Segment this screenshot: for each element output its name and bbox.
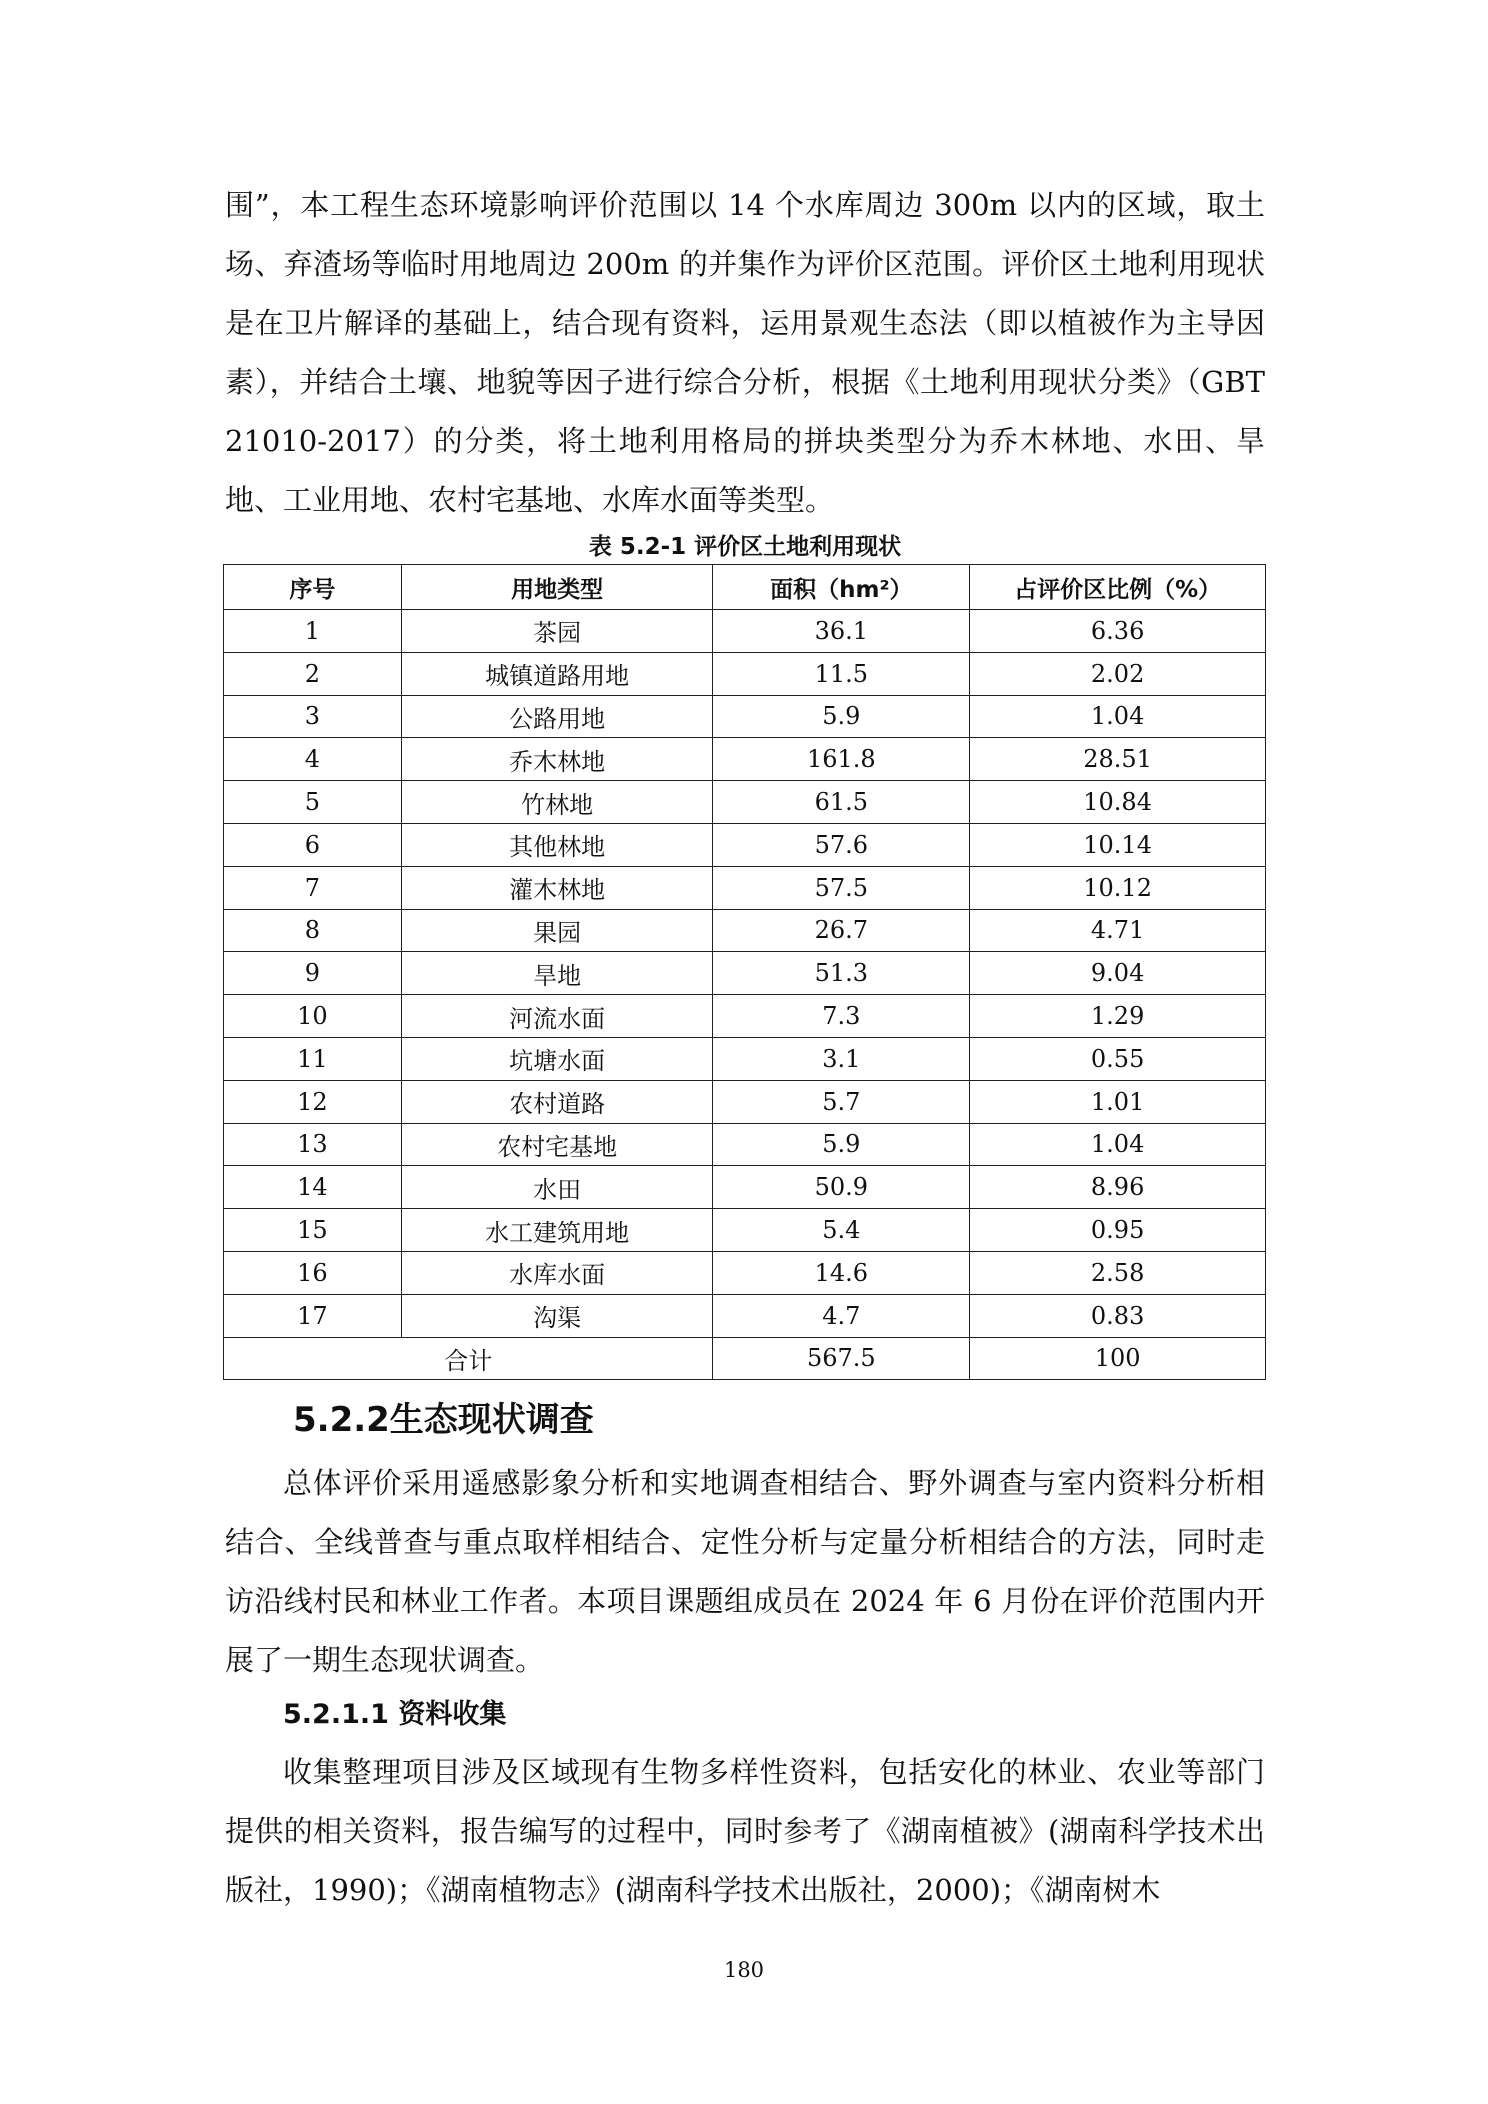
- header-index: 序号: [224, 565, 402, 610]
- table-row: [224, 1251, 1266, 1294]
- cell-land-type: 农村宅基地: [401, 1123, 713, 1166]
- cell-index: 11: [224, 1037, 402, 1080]
- cell-percent: 1.29: [970, 995, 1266, 1038]
- cell-land-type: 公路用地: [401, 695, 713, 738]
- cell-percent: 1.04: [970, 695, 1266, 738]
- total-label: 合计: [224, 1337, 713, 1380]
- table-row: [224, 995, 1266, 1038]
- cell-area: 51.3: [713, 952, 970, 995]
- cell-percent: 28.51: [970, 738, 1266, 781]
- section-heading-522: 5.2.2生态现状调查: [293, 1400, 594, 1440]
- cell-index: 15: [224, 1209, 402, 1252]
- table-row: [224, 695, 1266, 738]
- table-row: [224, 1080, 1266, 1123]
- table-row: [224, 1166, 1266, 1209]
- page-number: 180: [723, 1958, 765, 1982]
- cell-area: 4.7: [713, 1294, 970, 1337]
- cell-index: 4: [224, 738, 402, 781]
- cell-land-type: 乔木林地: [401, 738, 713, 781]
- section-heading-5211: 5.2.1.1 资料收集: [283, 1699, 507, 1730]
- table-total-row: [224, 1337, 1266, 1380]
- cell-area: 26.7: [713, 909, 970, 952]
- cell-percent: 2.58: [970, 1251, 1266, 1294]
- cell-area: 5.9: [713, 1123, 970, 1166]
- cell-index: 7: [224, 866, 402, 909]
- cell-area: 57.5: [713, 866, 970, 909]
- table-row: [224, 652, 1266, 695]
- cell-index: 14: [224, 1166, 402, 1209]
- cell-percent: 1.01: [970, 1080, 1266, 1123]
- table-row: [224, 866, 1266, 909]
- table-row: [224, 781, 1266, 824]
- total-area: 567.5: [713, 1337, 970, 1380]
- table-caption: 表 5.2-1 评价区土地利用现状: [588, 534, 902, 560]
- cell-area: 36.1: [713, 610, 970, 653]
- cell-index: 8: [224, 909, 402, 952]
- cell-percent: 4.71: [970, 909, 1266, 952]
- cell-index: 12: [224, 1080, 402, 1123]
- table-row: [224, 1209, 1266, 1252]
- header-area: 面积（hm²）: [713, 565, 970, 610]
- table-row: [224, 909, 1266, 952]
- cell-index: 13: [224, 1123, 402, 1166]
- cell-percent: 0.55: [970, 1037, 1266, 1080]
- cell-percent: 1.04: [970, 1123, 1266, 1166]
- cell-area: 14.6: [713, 1251, 970, 1294]
- cell-area: 5.7: [713, 1080, 970, 1123]
- cell-percent: 0.83: [970, 1294, 1266, 1337]
- cell-land-type: 竹林地: [401, 781, 713, 824]
- cell-land-type: 城镇道路用地: [401, 652, 713, 695]
- cell-area: 7.3: [713, 995, 970, 1038]
- cell-percent: 10.84: [970, 781, 1266, 824]
- cell-area: 5.4: [713, 1209, 970, 1252]
- cell-percent: 8.96: [970, 1166, 1266, 1209]
- table-row: [224, 1123, 1266, 1166]
- cell-land-type: 农村道路: [401, 1080, 713, 1123]
- section-5211-paragraph: 收集整理项目涉及区域现有生物多样性资料，包括安化的林业、农业等部门提供的相关资料，报告编写的过程中，同时参考了《湖南植被》(湖南科学技术出版社，1990)；《湖南植物志》(湖南科学技术出版社，2000)；《湖南树木: [225, 1755, 1265, 1907]
- total-percent: 100: [970, 1337, 1266, 1380]
- table-header-row: [224, 565, 1266, 610]
- cell-land-type: 水库水面: [401, 1251, 713, 1294]
- cell-index: 17: [224, 1294, 402, 1337]
- cell-land-type: 其他林地: [401, 823, 713, 866]
- cell-index: 10: [224, 995, 402, 1038]
- cell-area: 11.5: [713, 652, 970, 695]
- table-body: [224, 610, 1266, 1338]
- table-row: [224, 952, 1266, 995]
- cell-index: 3: [224, 695, 402, 738]
- cell-area: 3.1: [713, 1037, 970, 1080]
- cell-area: 50.9: [713, 1166, 970, 1209]
- header-percent: 占评价区比例（%）: [970, 565, 1266, 610]
- cell-index: 1: [224, 610, 402, 653]
- cell-land-type: 河流水面: [401, 995, 713, 1038]
- cell-land-type: 茶园: [401, 610, 713, 653]
- cell-percent: 0.95: [970, 1209, 1266, 1252]
- table-row: [224, 610, 1266, 653]
- section-522-paragraph: 总体评价采用遥感影象分析和实地调查相结合、野外调查与室内资料分析相结合、全线普查与重点取样相结合、定性分析与定量分析相结合的方法，同时走访沿线村民和林业工作者。本项目课题组成员在 2024 年 6 月份在评价范围内开展了一期生态现状调查。: [225, 1466, 1265, 1677]
- cell-area: 61.5: [713, 781, 970, 824]
- cell-area: 161.8: [713, 738, 970, 781]
- table-row: [224, 1294, 1266, 1337]
- cell-percent: 10.14: [970, 823, 1266, 866]
- cell-area: 57.6: [713, 823, 970, 866]
- table-row: [224, 738, 1266, 781]
- cell-percent: 9.04: [970, 952, 1266, 995]
- cell-index: 16: [224, 1251, 402, 1294]
- cell-index: 9: [224, 952, 402, 995]
- cell-land-type: 沟渠: [401, 1294, 713, 1337]
- cell-area: 5.9: [713, 695, 970, 738]
- cell-land-type: 坑塘水面: [401, 1037, 713, 1080]
- intro-paragraph: 围”，本工程生态环境影响评价范围以 14 个水库周边 300m 以内的区域，取土场、弃渣场等临时用地周边 200m 的并集作为评价区范围。评价区土地利用现状是在卫片解译的基础上，结合现有资料，运用景观生态法（即以植被作为主导因素），并结合土壤、地貌等因子进行综合分析，根据《土地利用现状分类》（GBT 21010-2017）的分类，将土地利用格局的拼块类型分为乔木林地、水田、旱地、工业用地、农村宅基地、水库水面等类型。: [225, 188, 1265, 517]
- cell-land-type: 水田: [401, 1166, 713, 1209]
- cell-land-type: 果园: [401, 909, 713, 952]
- table-row: [224, 1037, 1266, 1080]
- table-row: [224, 823, 1266, 866]
- cell-land-type: 旱地: [401, 952, 713, 995]
- cell-percent: 10.12: [970, 866, 1266, 909]
- land-use-table: [223, 564, 1266, 1380]
- cell-index: 6: [224, 823, 402, 866]
- cell-percent: 6.36: [970, 610, 1266, 653]
- cell-percent: 2.02: [970, 652, 1266, 695]
- cell-land-type: 水工建筑用地: [401, 1209, 713, 1252]
- cell-land-type: 灌木林地: [401, 866, 713, 909]
- cell-index: 5: [224, 781, 402, 824]
- header-land-type: 用地类型: [401, 565, 713, 610]
- cell-index: 2: [224, 652, 402, 695]
